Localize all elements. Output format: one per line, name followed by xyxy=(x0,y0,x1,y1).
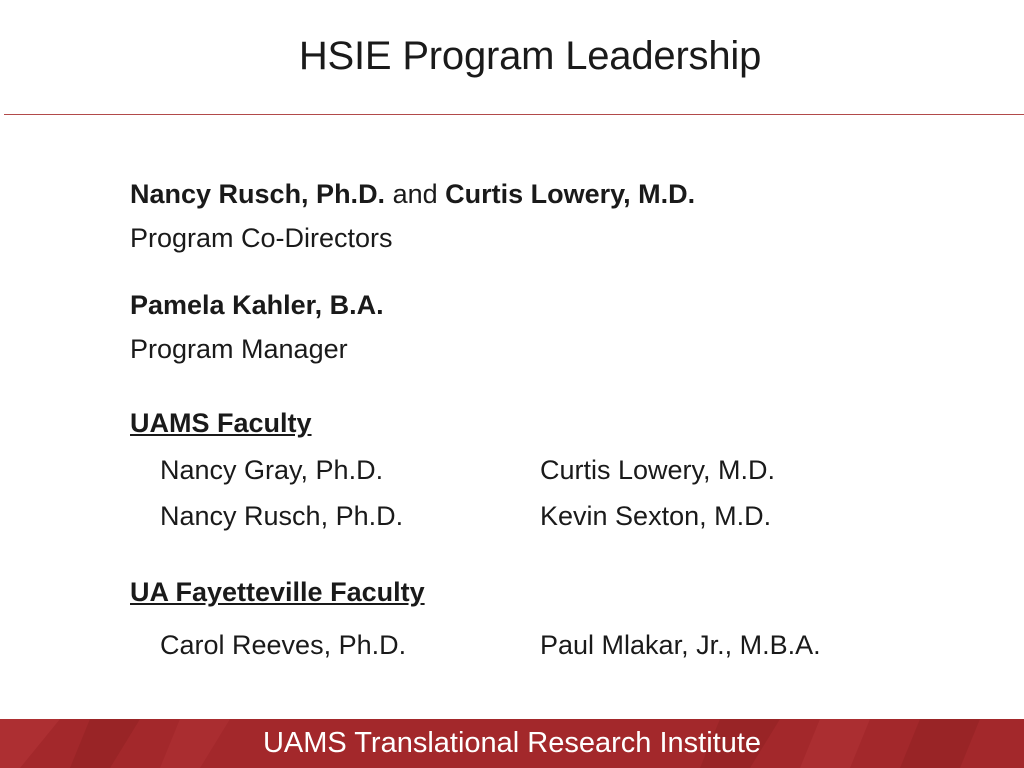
codirectors-conjunction: and xyxy=(385,179,446,209)
faculty-member: Paul Mlakar, Jr., M.B.A. xyxy=(540,630,821,660)
faculty-member: Kevin Sexton, M.D. xyxy=(540,501,772,531)
codirectors-role: Program Co-Directors xyxy=(130,223,393,253)
faculty-member: Curtis Lowery, M.D. xyxy=(540,455,776,485)
faculty-row xyxy=(130,493,960,539)
ua-faculty-block xyxy=(130,572,960,668)
uams-faculty-heading: UAMS Faculty xyxy=(130,408,312,438)
footer-text: UAMS Translational Research Institute xyxy=(262,727,762,759)
manager-block xyxy=(130,285,384,373)
faculty-member: Nancy Gray, Ph.D. xyxy=(160,455,384,485)
faculty-member: Carol Reeves, Ph.D. xyxy=(160,630,407,660)
faculty-row xyxy=(130,622,960,668)
title-divider xyxy=(4,114,1024,115)
faculty-member: Nancy Rusch, Ph.D. xyxy=(160,501,404,531)
footer-bar xyxy=(0,719,1024,768)
codirectors-names xyxy=(130,174,695,218)
manager-role: Program Manager xyxy=(130,334,348,364)
slide-title: HSIE Program Leadership xyxy=(298,34,762,78)
codirector-2-name: Curtis Lowery, M.D. xyxy=(445,179,696,209)
uams-faculty-block xyxy=(130,403,960,539)
codirector-1-name: Nancy Rusch, Ph.D. xyxy=(130,179,386,209)
faculty-row xyxy=(130,447,960,493)
ua-faculty-heading: UA Fayetteville Faculty xyxy=(130,577,425,607)
codirectors-block xyxy=(130,174,695,262)
manager-name: Pamela Kahler, B.A. xyxy=(130,290,384,320)
